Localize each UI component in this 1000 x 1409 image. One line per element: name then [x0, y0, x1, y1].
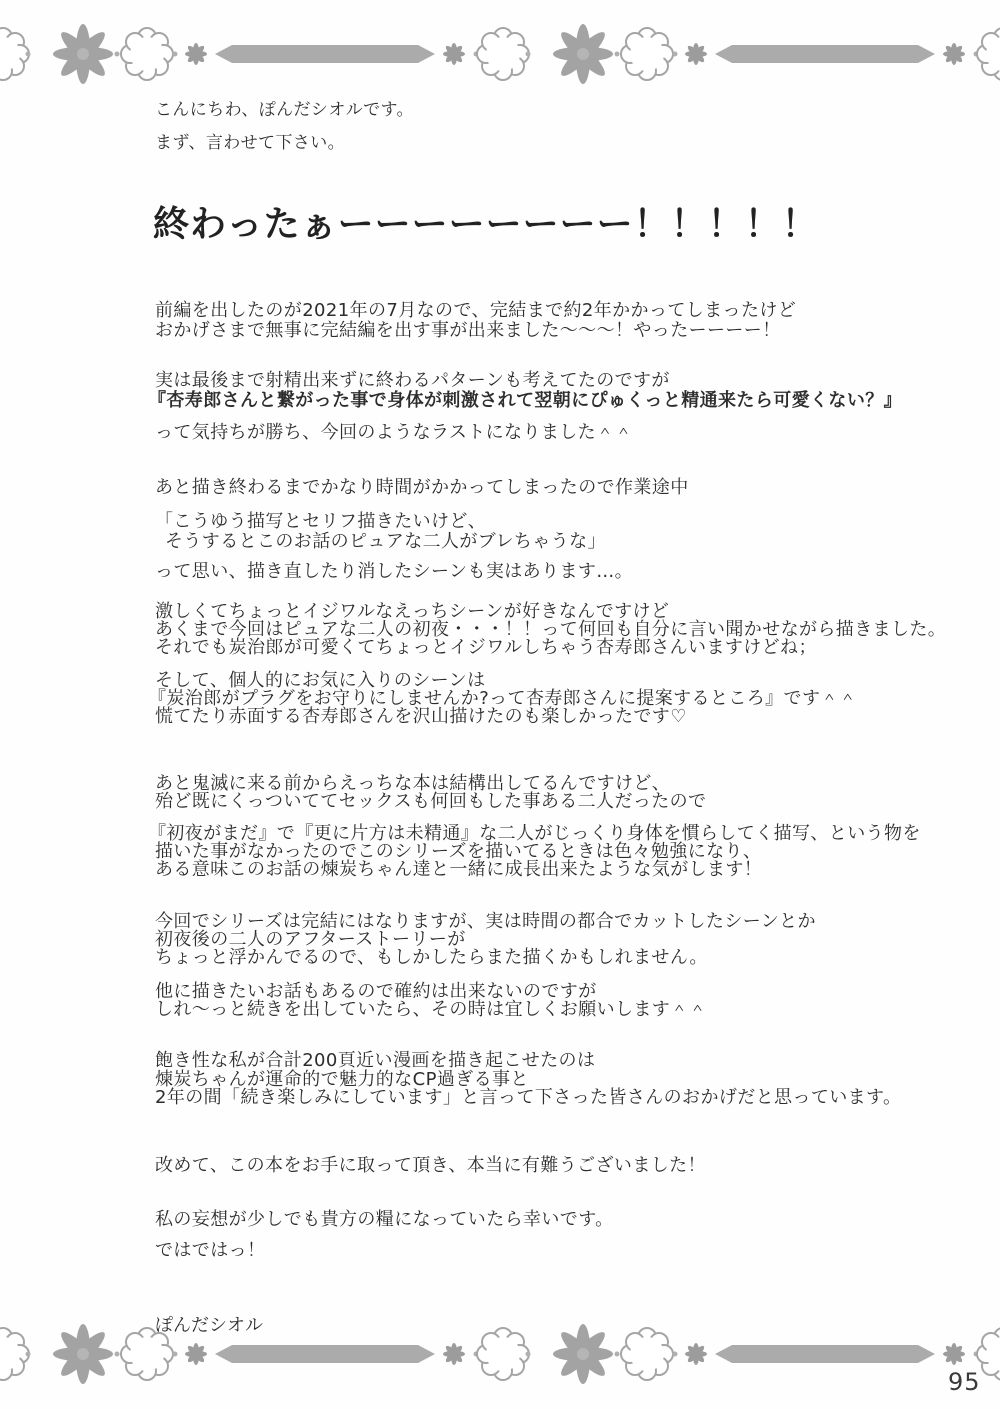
headline: 終わったぁーーーーーーーー！！！！！ [153, 204, 819, 245]
greeting-line-1: こんにちわ、ぽんだシオルです。 [155, 100, 414, 120]
paragraph-line: それでも炭治郎が可愛くてちょっとイジワルしちゃう杏寿郎さんいますけどね； [155, 637, 817, 658]
paragraph-line: あと鬼滅に来る前からえっちな本は結構出してるんですけど、 [155, 773, 671, 794]
paragraph-line: しれ～っと続きを出していたら、その時は宜しくお願いします＾＾ [155, 999, 707, 1020]
paragraph-line: 他に描きたいお話もあるので確約は出来ないのですが [155, 981, 597, 1002]
paragraph-line: あと描き終わるまでかなり時間がかかってしまったので作業途中 [155, 477, 689, 498]
flower-divider [0, 1324, 1000, 1384]
paragraph-line: 実は最後まで射精出来ずに終わるパターンも考えてたのですが [155, 370, 670, 391]
paragraph-line: 『炭治郎がプラグをお守りにしませんか?って杏寿郎さんに提案するところ』です＾＾ [148, 688, 858, 709]
paragraph-line: 初夜後の二人のアフターストーリーが [155, 929, 466, 950]
paragraph-line: 描いた事がなかったのでこのシリーズを描いてるときは色々勉強になり、 [155, 841, 762, 862]
paragraph-line: 前編を出したのが2021年の7月なので、完結まで約2年かかってしまったけど [155, 300, 797, 321]
paragraph-line: おかげさまで無事に完結編を出す事が出来ました～～～！やったーーーー！ [155, 320, 781, 341]
paragraph-line: そして、個人的にお気に入りのシーンは [155, 670, 486, 691]
paragraph-line: そうするとこのお話のピュアな二人がブレちゃうな」 [165, 531, 606, 552]
paragraph-line: 2年の間「続き楽しみにしています」と言って下さった皆さんのおかげだと思っています。 [155, 1087, 902, 1108]
decorative-border-bottom [0, 1324, 1000, 1384]
paragraph-line: 激しくてちょっとイジワルなえっちシーンが好きなんですけど [155, 601, 670, 622]
paragraph-line: 「こうゆう描写とセリフ描きたいけど、 [155, 511, 487, 532]
paragraph-line-emphasis: 『杏寿郎さんと繋がった事で身体が刺激されて翌朝にぴゅくっと精通来たら可愛くない？』 [148, 390, 903, 411]
paragraph-line: 殆ど既にくっついててセックスも何回もした事ある二人だったので [155, 791, 707, 812]
paragraph-line: 『初夜がまだ』で『更に片方は未精通』な二人がじっくり身体を慣らしてく描写、という物を [148, 823, 921, 844]
paragraph-line: 慌てたり赤面する杏寿郎さんを沢山描けたのも楽しかったです♡ [155, 706, 687, 727]
page-number: 95 [948, 1368, 981, 1396]
greeting-line-2: まず、言わせて下さい。 [155, 133, 346, 153]
paragraph-line: 私の妄想が少しでも貴方の糧になっていたら幸いです。 [155, 1209, 614, 1230]
decorative-border-top [0, 24, 1000, 84]
paragraph-line: あくまで今回はピュアな二人の初夜・・・！！って何回も自分に言い聞かせながら描きました。 [155, 619, 947, 640]
paragraph-line: ちょっと浮かんでるので、もしかしたらまた描くかもしれません。 [155, 947, 708, 968]
author-signature: ぽんだシオル [155, 1315, 263, 1336]
paragraph-line: 改めて、この本をお手に取って頂き、本当に有難うございました！ [155, 1155, 706, 1176]
paragraph-line: って気持ちが勝ち、今回のようなラストになりました＾＾ [155, 422, 633, 443]
paragraph-line: って思い、描き直したり消したシーンも実はあります…。 [155, 561, 634, 582]
paragraph-line: ではではっ！ [155, 1240, 266, 1261]
paragraph-line: 飽き性な私が合計200頁近い漫画を描き起こせたのは [155, 1050, 596, 1071]
paragraph-line: ある意味このお話の煉炭ちゃん達と一緒に成長出来たような気がします！ [155, 859, 763, 880]
flower-divider [0, 24, 1000, 84]
paragraph-line: 煉炭ちゃんが運命的で魅力的なCP過ぎる事と [155, 1069, 529, 1090]
paragraph-line: 今回でシリーズは完結にはなりますが、実は時間の都合でカットしたシーンとか [155, 911, 816, 932]
